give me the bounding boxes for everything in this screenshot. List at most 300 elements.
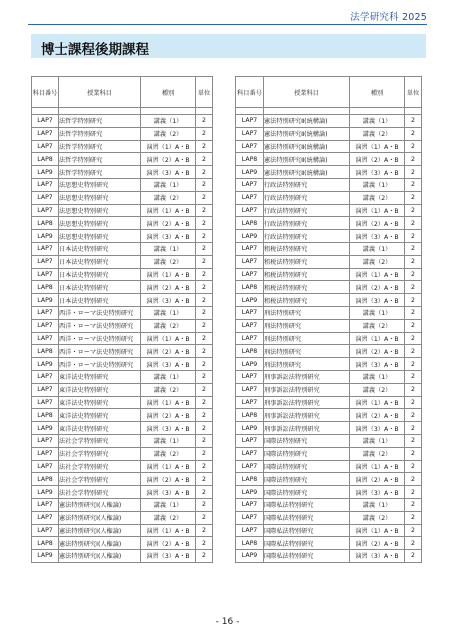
name-cell: 西洋・ローマ法史特別研究	[59, 345, 141, 358]
code-cell: LAP7	[32, 524, 59, 537]
kind-cell: 演習（2）A・B	[141, 345, 196, 358]
kind-cell: 講義（2）	[350, 191, 405, 204]
course-table-left	[31, 76, 213, 563]
table-row	[236, 230, 422, 243]
table-row	[236, 255, 422, 268]
table-row	[32, 127, 213, 140]
course-table-left-body	[32, 108, 213, 563]
table-row	[32, 396, 213, 409]
table-row	[236, 396, 422, 409]
kind-cell: 演習（1）A・B	[350, 268, 405, 281]
table-row	[236, 409, 422, 422]
name-cell: 憲法特別研究Ⅰ(人権論)	[59, 524, 141, 537]
kind-cell: 演習（3）A・B	[141, 550, 196, 563]
table-row	[32, 242, 213, 255]
name-cell: 西洋・ローマ法史特別研究	[59, 306, 141, 319]
code-cell: LAP7	[32, 115, 59, 128]
table-row	[236, 486, 422, 499]
table-row	[32, 268, 213, 281]
unit-cell: 2	[196, 217, 213, 230]
table-row	[236, 127, 422, 140]
name-cell: 刑法特別研究	[264, 358, 350, 371]
kind-cell: 演習（1）A・B	[141, 396, 196, 409]
kind-cell: 演習（3）A・B	[141, 486, 196, 499]
table-row	[32, 434, 213, 447]
table-row	[236, 306, 422, 319]
unit-cell: 2	[405, 268, 422, 281]
kind-cell: 演習（1）A・B	[141, 140, 196, 153]
kind-cell: 演習（1）A・B	[141, 460, 196, 473]
name-cell: 憲法特別研究Ⅱ(統構論)	[264, 127, 350, 140]
course-table-right	[235, 76, 422, 563]
code-cell: LAP7	[32, 498, 59, 511]
code-cell: LAP7	[236, 332, 264, 345]
name-cell: 国際私法特別研究	[264, 550, 350, 563]
table-row	[32, 332, 213, 345]
table-row	[32, 511, 213, 524]
code-cell: LAP8	[32, 345, 59, 358]
unit-cell: 2	[196, 230, 213, 243]
name-cell: 日本法史特別研究	[59, 242, 141, 255]
kind-cell: 講義（2）	[141, 191, 196, 204]
kind-cell: 演習（2）A・B	[141, 153, 196, 166]
kind-cell: 講義（1）	[350, 242, 405, 255]
table-row	[236, 332, 422, 345]
table-row	[236, 358, 422, 371]
name-cell: 法哲学特別研究	[59, 153, 141, 166]
code-cell: LAP7	[32, 319, 59, 332]
table-row	[236, 511, 422, 524]
kind-cell: 講義（1）	[350, 434, 405, 447]
unit-cell: 2	[196, 460, 213, 473]
code-cell: LAP9	[32, 230, 59, 243]
unit-cell: 2	[196, 242, 213, 255]
unit-cell: 2	[196, 153, 213, 166]
code-cell: LAP8	[32, 153, 59, 166]
name-cell: 法社会学特別研究	[59, 447, 141, 460]
unit-cell: 2	[405, 383, 422, 396]
unit-cell: 2	[196, 115, 213, 128]
table-row	[236, 268, 422, 281]
code-cell: LAP9	[236, 358, 264, 371]
table-row	[236, 217, 422, 230]
unit-cell: 2	[405, 178, 422, 191]
code-cell: LAP8	[236, 345, 264, 358]
name-cell: 法思想史特別研究	[59, 191, 141, 204]
kind-cell: 講義（1）	[141, 370, 196, 383]
kind-cell: 演習（1）A・B	[141, 524, 196, 537]
kind-cell: 講義（2）	[141, 511, 196, 524]
code-cell: LAP8	[236, 153, 264, 166]
table-row	[32, 460, 213, 473]
name-cell: 国際法特別研究	[264, 460, 350, 473]
name-cell: 日本法史特別研究	[59, 255, 141, 268]
table-row	[32, 294, 213, 307]
table-row	[236, 447, 422, 460]
spacer-cell	[196, 108, 213, 115]
header-unit: 単位	[405, 77, 422, 108]
name-cell: 憲法特別研究Ⅱ(統構論)	[264, 153, 350, 166]
kind-cell: 演習（3）A・B	[350, 422, 405, 435]
unit-cell: 2	[405, 486, 422, 499]
name-cell: 租税法特別研究	[264, 294, 350, 307]
table-row	[236, 115, 422, 128]
name-cell: 国際法特別研究	[264, 473, 350, 486]
code-cell: LAP7	[32, 460, 59, 473]
kind-cell: 演習（2）A・B	[350, 153, 405, 166]
page-number: - 16 -	[215, 617, 240, 627]
name-cell: 国際私法特別研究	[264, 498, 350, 511]
unit-cell: 2	[196, 486, 213, 499]
name-cell: 行政法特別研究	[264, 204, 350, 217]
header-kind: 種別	[350, 77, 405, 108]
unit-cell: 2	[196, 383, 213, 396]
code-cell: LAP9	[32, 166, 59, 179]
code-cell: LAP7	[32, 268, 59, 281]
header-name: 授業科目	[59, 77, 141, 108]
code-cell: LAP9	[236, 230, 264, 243]
code-cell: LAP9	[236, 294, 264, 307]
spacer-cell	[264, 108, 350, 115]
code-cell: LAP9	[236, 422, 264, 435]
code-cell: LAP8	[236, 217, 264, 230]
code-cell: LAP7	[32, 127, 59, 140]
name-cell: 憲法特別研究Ⅱ(統構論)	[264, 115, 350, 128]
code-cell: LAP7	[236, 127, 264, 140]
kind-cell: 演習（3）A・B	[141, 294, 196, 307]
name-cell: 国際私法特別研究	[264, 511, 350, 524]
table-row	[32, 166, 213, 179]
table-row	[32, 370, 213, 383]
table-row	[32, 409, 213, 422]
name-cell: 法社会学特別研究	[59, 434, 141, 447]
table-row	[32, 153, 213, 166]
kind-cell: 講義（2）	[350, 127, 405, 140]
code-cell: LAP8	[236, 409, 264, 422]
unit-cell: 2	[405, 306, 422, 319]
unit-cell: 2	[196, 434, 213, 447]
name-cell: 国際法特別研究	[264, 434, 350, 447]
name-cell: 東洋法史特別研究	[59, 383, 141, 396]
unit-cell: 2	[196, 319, 213, 332]
code-cell: LAP7	[236, 524, 264, 537]
code-cell: LAP7	[236, 460, 264, 473]
kind-cell: 講義（1）	[350, 115, 405, 128]
unit-cell: 2	[196, 511, 213, 524]
table-row	[32, 230, 213, 243]
unit-cell: 2	[196, 396, 213, 409]
unit-cell: 2	[196, 447, 213, 460]
kind-cell: 演習（3）A・B	[141, 166, 196, 179]
code-cell: LAP9	[236, 550, 264, 563]
name-cell: 東洋法史特別研究	[59, 409, 141, 422]
table-row	[32, 217, 213, 230]
spacer-cell	[236, 108, 264, 115]
spacer-cell	[141, 108, 196, 115]
table-row	[236, 422, 422, 435]
unit-cell: 2	[196, 332, 213, 345]
name-cell: 刑法特別研究	[264, 332, 350, 345]
unit-cell: 2	[405, 255, 422, 268]
unit-cell: 2	[405, 460, 422, 473]
kind-cell: 講義（2）	[141, 127, 196, 140]
unit-cell: 2	[405, 537, 422, 550]
table-row	[32, 447, 213, 460]
name-cell: 行政法特別研究	[264, 217, 350, 230]
unit-cell: 2	[405, 409, 422, 422]
header-unit: 単位	[196, 77, 213, 108]
kind-cell: 演習（2）A・B	[350, 537, 405, 550]
code-cell: LAP8	[236, 281, 264, 294]
unit-cell: 2	[196, 191, 213, 204]
table-row	[236, 166, 422, 179]
unit-cell: 2	[196, 255, 213, 268]
code-cell: LAP7	[236, 498, 264, 511]
table-row	[32, 498, 213, 511]
code-cell: LAP8	[236, 537, 264, 550]
name-cell: 法思想史特別研究	[59, 217, 141, 230]
spacer-row	[32, 108, 213, 115]
table-row	[32, 524, 213, 537]
kind-cell: 演習（2）A・B	[141, 281, 196, 294]
name-cell: 租税法特別研究	[264, 281, 350, 294]
table-row	[236, 204, 422, 217]
kind-cell: 演習（2）A・B	[141, 409, 196, 422]
kind-cell: 講義（2）	[350, 255, 405, 268]
kind-cell: 演習（1）A・B	[350, 332, 405, 345]
kind-cell: 演習（1）A・B	[350, 204, 405, 217]
name-cell: 法思想史特別研究	[59, 230, 141, 243]
code-cell: LAP7	[32, 242, 59, 255]
code-cell: LAP9	[32, 358, 59, 371]
header-name: 授業科目	[264, 77, 350, 108]
table-row	[32, 345, 213, 358]
spacer-cell	[350, 108, 405, 115]
unit-cell: 2	[405, 242, 422, 255]
code-cell: LAP7	[32, 370, 59, 383]
header-code: 科目番号	[236, 77, 264, 108]
code-cell: LAP9	[236, 166, 264, 179]
name-cell: 国際法特別研究	[264, 486, 350, 499]
table-row	[32, 486, 213, 499]
code-cell: LAP7	[236, 268, 264, 281]
name-cell: 刑事訴訟法特別研究	[264, 409, 350, 422]
unit-cell: 2	[405, 281, 422, 294]
name-cell: 国際私法特別研究	[264, 537, 350, 550]
table-row	[32, 537, 213, 550]
unit-cell: 2	[196, 550, 213, 563]
code-cell: LAP9	[32, 486, 59, 499]
kind-cell: 講義（1）	[141, 498, 196, 511]
name-cell: 法思想史特別研究	[59, 204, 141, 217]
name-cell: 租税法特別研究	[264, 255, 350, 268]
name-cell: 法社会学特別研究	[59, 473, 141, 486]
unit-cell: 2	[405, 370, 422, 383]
table-row	[32, 140, 213, 153]
unit-cell: 2	[405, 345, 422, 358]
unit-cell: 2	[405, 153, 422, 166]
name-cell: 行政法特別研究	[264, 178, 350, 191]
name-cell: 西洋・ローマ法史特別研究	[59, 319, 141, 332]
spacer-cell	[32, 108, 59, 115]
name-cell: 法社会学特別研究	[59, 486, 141, 499]
unit-cell: 2	[196, 409, 213, 422]
kind-cell: 講義（2）	[141, 383, 196, 396]
unit-cell: 2	[405, 434, 422, 447]
name-cell: 西洋・ローマ法史特別研究	[59, 332, 141, 345]
code-cell: LAP8	[32, 537, 59, 550]
kind-cell: 講義（1）	[350, 178, 405, 191]
code-cell: LAP7	[32, 447, 59, 460]
table-row	[236, 140, 422, 153]
table-row	[236, 434, 422, 447]
unit-cell: 2	[196, 473, 213, 486]
table-row	[32, 281, 213, 294]
table-row	[32, 550, 213, 563]
table-row	[236, 178, 422, 191]
code-cell: LAP7	[32, 178, 59, 191]
code-cell: LAP7	[32, 191, 59, 204]
unit-cell: 2	[196, 281, 213, 294]
table-row	[236, 498, 422, 511]
name-cell: 憲法特別研究Ⅱ(統構論)	[264, 166, 350, 179]
name-cell: 租税法特別研究	[264, 268, 350, 281]
table-row	[32, 422, 213, 435]
unit-cell: 2	[196, 127, 213, 140]
name-cell: 行政法特別研究	[264, 191, 350, 204]
code-cell: LAP7	[236, 434, 264, 447]
name-cell: 法思想史特別研究	[59, 178, 141, 191]
table-row	[236, 281, 422, 294]
name-cell: 法哲学特別研究	[59, 140, 141, 153]
kind-cell: 講義（2）	[350, 319, 405, 332]
name-cell: 西洋・ローマ法史特別研究	[59, 358, 141, 371]
code-cell: LAP9	[32, 294, 59, 307]
code-cell: LAP7	[236, 204, 264, 217]
unit-cell: 2	[405, 230, 422, 243]
unit-cell: 2	[405, 191, 422, 204]
name-cell: 法哲学特別研究	[59, 127, 141, 140]
table-row	[236, 242, 422, 255]
code-cell: LAP8	[32, 281, 59, 294]
kind-cell: 演習（2）A・B	[141, 473, 196, 486]
code-cell: LAP8	[236, 473, 264, 486]
code-cell: LAP9	[32, 550, 59, 563]
unit-cell: 2	[405, 204, 422, 217]
kind-cell: 演習（3）A・B	[350, 294, 405, 307]
name-cell: 租税法特別研究	[264, 242, 350, 255]
code-cell: LAP8	[32, 473, 59, 486]
code-cell: LAP9	[236, 486, 264, 499]
code-cell: LAP7	[32, 396, 59, 409]
name-cell: 法哲学特別研究	[59, 115, 141, 128]
section-title: 博士課程後期課程	[41, 42, 149, 58]
header-kind: 種別	[141, 77, 196, 108]
kind-cell: 講義（1）	[141, 434, 196, 447]
table-row	[236, 345, 422, 358]
kind-cell: 演習（3）A・B	[350, 358, 405, 371]
unit-cell: 2	[196, 524, 213, 537]
name-cell: 刑事訴訟法特別研究	[264, 383, 350, 396]
name-cell: 憲法特別研究Ⅱ(統構論)	[264, 140, 350, 153]
name-cell: 国際法特別研究	[264, 447, 350, 460]
table-row	[236, 370, 422, 383]
kind-cell: 演習（3）A・B	[350, 550, 405, 563]
table-row	[236, 537, 422, 550]
table-row	[236, 294, 422, 307]
table-row	[236, 319, 422, 332]
code-cell: LAP7	[236, 191, 264, 204]
table-row	[236, 383, 422, 396]
kind-cell: 演習（1）A・B	[141, 268, 196, 281]
kind-cell: 講義（2）	[141, 255, 196, 268]
name-cell: 刑法特別研究	[264, 345, 350, 358]
code-cell: LAP7	[32, 511, 59, 524]
name-cell: 法哲学特別研究	[59, 166, 141, 179]
table-row	[236, 524, 422, 537]
kind-cell: 講義（1）	[141, 115, 196, 128]
table-row	[32, 306, 213, 319]
spacer-row	[236, 108, 422, 115]
code-cell: LAP9	[32, 422, 59, 435]
kind-cell: 講義（1）	[350, 498, 405, 511]
unit-cell: 2	[196, 140, 213, 153]
table-row	[236, 473, 422, 486]
name-cell: 法社会学特別研究	[59, 460, 141, 473]
code-cell: LAP7	[32, 306, 59, 319]
code-cell: LAP8	[32, 409, 59, 422]
name-cell: 憲法特別研究Ⅰ(人権論)	[59, 511, 141, 524]
table-row	[32, 191, 213, 204]
name-cell: 刑法特別研究	[264, 319, 350, 332]
kind-cell: 演習（2）A・B	[350, 473, 405, 486]
header-code: 科目番号	[32, 77, 59, 108]
table-row	[236, 550, 422, 563]
name-cell: 行政法特別研究	[264, 230, 350, 243]
kind-cell: 講義（2）	[350, 511, 405, 524]
unit-cell: 2	[405, 524, 422, 537]
name-cell: 東洋法史特別研究	[59, 422, 141, 435]
kind-cell: 演習（1）A・B	[350, 140, 405, 153]
code-cell: LAP7	[32, 383, 59, 396]
code-cell: LAP7	[236, 255, 264, 268]
kind-cell: 演習（3）A・B	[350, 486, 405, 499]
code-cell: LAP7	[236, 370, 264, 383]
kind-cell: 演習（1）A・B	[350, 396, 405, 409]
kind-cell: 演習（3）A・B	[350, 230, 405, 243]
name-cell: 刑事訴訟法特別研究	[264, 396, 350, 409]
kind-cell: 講義（2）	[141, 447, 196, 460]
unit-cell: 2	[405, 447, 422, 460]
table-row	[32, 255, 213, 268]
code-cell: LAP7	[236, 396, 264, 409]
code-cell: LAP7	[32, 204, 59, 217]
unit-cell: 2	[196, 422, 213, 435]
unit-cell: 2	[405, 473, 422, 486]
kind-cell: 演習（2）A・B	[350, 281, 405, 294]
unit-cell: 2	[405, 166, 422, 179]
kind-cell: 演習（3）A・B	[141, 422, 196, 435]
name-cell: 憲法特別研究Ⅰ(人権論)	[59, 550, 141, 563]
code-cell: LAP7	[32, 434, 59, 447]
code-cell: LAP7	[236, 242, 264, 255]
course-table-right-body	[236, 108, 422, 563]
kind-cell: 演習（2）A・B	[141, 537, 196, 550]
name-cell: 日本法史特別研究	[59, 268, 141, 281]
kind-cell: 演習（3）A・B	[141, 358, 196, 371]
unit-cell: 2	[405, 127, 422, 140]
code-cell: LAP7	[236, 115, 264, 128]
